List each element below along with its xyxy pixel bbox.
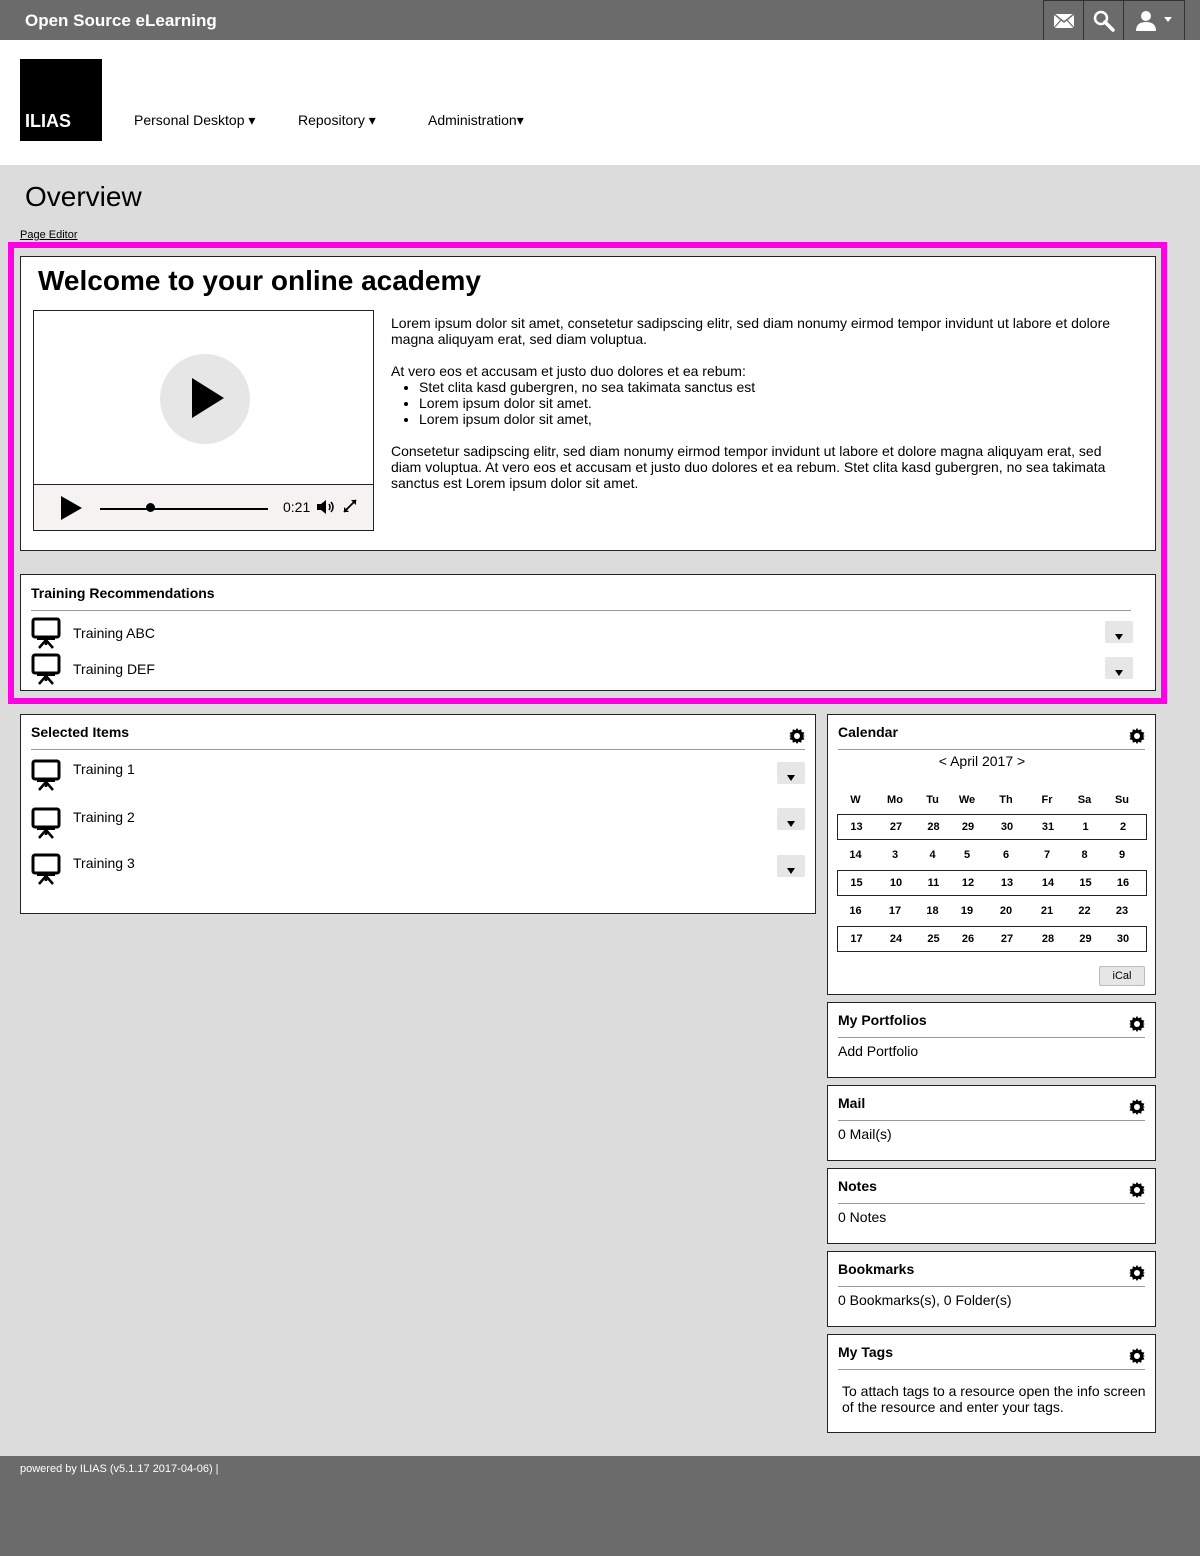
calendar-week-number: 14 bbox=[849, 849, 862, 861]
calendar-weekday: Su bbox=[1114, 794, 1130, 806]
item-actions-dropdown[interactable] bbox=[1105, 657, 1133, 679]
calendar-day[interactable]: 13 bbox=[1000, 877, 1014, 889]
calendar-week-row bbox=[837, 814, 1147, 840]
calendar-day[interactable]: 7 bbox=[1043, 849, 1051, 861]
calendar-day[interactable]: 12 bbox=[961, 877, 975, 889]
top-icon-group bbox=[1043, 0, 1185, 42]
video-progress-track[interactable] bbox=[100, 508, 268, 510]
mail-icon[interactable] bbox=[1044, 1, 1084, 41]
item-actions-dropdown[interactable] bbox=[777, 855, 805, 877]
calendar-day[interactable]: 24 bbox=[889, 933, 903, 945]
main-header bbox=[0, 40, 1200, 165]
calendar-month-nav[interactable]: < April 2017 > bbox=[938, 753, 1026, 769]
welcome-bullet-list bbox=[419, 379, 1131, 427]
calendar-week-row bbox=[837, 897, 1147, 925]
block-title: Mail bbox=[838, 1095, 866, 1111]
list-item: • Lorem ipsum dolor sit amet. bbox=[419, 395, 1131, 411]
tags-help-text: To attach tags to a resource open the info screen of the resource and enter your tags. bbox=[842, 1383, 1146, 1415]
selected-items-block bbox=[20, 714, 816, 914]
item-actions-dropdown[interactable] bbox=[777, 762, 805, 784]
calendar-weekday: Th bbox=[999, 794, 1013, 806]
block-title: My Portfolios bbox=[838, 1012, 927, 1028]
calendar-day[interactable]: 19 bbox=[960, 905, 974, 917]
calendar-day[interactable]: 27 bbox=[889, 821, 903, 833]
top-bar bbox=[0, 0, 1200, 40]
calendar-day[interactable]: 28 bbox=[927, 821, 940, 833]
item-actions-dropdown[interactable] bbox=[777, 808, 805, 830]
calendar-weekday: Mo bbox=[887, 794, 903, 806]
calendar-block bbox=[827, 714, 1156, 995]
calendar-day[interactable]: 8 bbox=[1081, 849, 1088, 861]
calendar-weekday: Sa bbox=[1077, 794, 1092, 806]
training-icon bbox=[31, 759, 61, 791]
divider bbox=[838, 1203, 1145, 1204]
list-item[interactable] bbox=[31, 853, 135, 885]
calendar-day[interactable]: 18 bbox=[926, 905, 939, 917]
video-progress-knob[interactable] bbox=[146, 503, 155, 512]
list-item[interactable] bbox=[31, 653, 155, 685]
caret-down-icon bbox=[787, 775, 795, 781]
divider bbox=[838, 1120, 1145, 1121]
calendar-day[interactable]: 30 bbox=[1000, 821, 1014, 833]
divider bbox=[838, 1037, 1145, 1038]
search-icon[interactable] bbox=[1084, 1, 1124, 41]
calendar-day[interactable]: 29 bbox=[1079, 933, 1092, 945]
calendar-day[interactable]: 2 bbox=[1119, 821, 1127, 833]
divider bbox=[31, 610, 1131, 611]
calendar-day[interactable]: 16 bbox=[1116, 877, 1130, 889]
play-icon[interactable] bbox=[58, 495, 84, 521]
block-title: My Tags bbox=[838, 1344, 893, 1360]
calendar-day[interactable]: 27 bbox=[1000, 933, 1014, 945]
calendar-week-row bbox=[837, 926, 1147, 952]
caret-down-icon bbox=[787, 868, 795, 874]
caret-down-icon bbox=[1115, 634, 1123, 640]
calendar-day[interactable]: 10 bbox=[889, 877, 903, 889]
calendar-day[interactable]: 30 bbox=[1116, 933, 1130, 945]
video-controls bbox=[34, 484, 373, 530]
calendar-day[interactable]: 4 bbox=[929, 849, 936, 861]
calendar-weekday: W bbox=[850, 794, 861, 806]
logo-text: ILIAS bbox=[25, 111, 72, 131]
calendar-day[interactable]: 26 bbox=[961, 933, 975, 945]
calendar-day[interactable]: 11 bbox=[927, 877, 940, 889]
footer-text: powered by ILIAS (v5.1.17 2017-04-06) | bbox=[20, 1463, 219, 1475]
gear-icon[interactable] bbox=[1129, 1099, 1145, 1115]
calendar-day[interactable]: 29 bbox=[961, 821, 975, 833]
notes-count: 0 Notes bbox=[838, 1209, 887, 1225]
list-item[interactable] bbox=[31, 807, 135, 839]
notes-block bbox=[827, 1168, 1156, 1244]
nav-administration[interactable]: Administration▾ bbox=[428, 112, 524, 128]
welcome-title: Welcome to your online academy bbox=[38, 265, 481, 296]
bookmarks-block bbox=[827, 1251, 1156, 1327]
calendar-day[interactable]: 22 bbox=[1078, 905, 1091, 917]
welcome-paragraph-1: Lorem ipsum dolor sit amet, consetetur sadipscing elitr, sed diam nonumy eirmod tempor invidunt ut labore et dolore magna aliquyam erat, sed diam voluptua. bbox=[391, 315, 1111, 347]
caret-down-icon bbox=[787, 821, 795, 827]
welcome-paragraph-2: At vero eos et accusam et justo duo dolores et ea rebum: bbox=[391, 363, 746, 379]
training-icon bbox=[31, 653, 61, 685]
calendar-day[interactable]: 14 bbox=[1041, 877, 1055, 889]
list-item: • Stet clita kasd gubergren, no sea takimata sanctus est bbox=[419, 379, 1131, 395]
calendar-day[interactable]: 1 bbox=[1082, 821, 1089, 833]
divider bbox=[838, 1369, 1145, 1370]
calendar-day[interactable]: 23 bbox=[1115, 905, 1129, 917]
item-label[interactable]: Training ABC bbox=[73, 625, 155, 641]
calendar-weekday: Tu bbox=[926, 794, 939, 806]
page-editor-link[interactable]: Page Editor bbox=[20, 229, 78, 241]
calendar-weekday: We bbox=[958, 794, 976, 806]
calendar-day[interactable]: 3 bbox=[891, 849, 899, 861]
calendar-day[interactable]: 21 bbox=[1040, 905, 1054, 917]
calendar-day[interactable]: 5 bbox=[963, 849, 971, 861]
divider bbox=[31, 749, 805, 750]
calendar-day[interactable]: 17 bbox=[888, 905, 902, 917]
fullscreen-icon[interactable] bbox=[342, 498, 358, 514]
gear-icon[interactable] bbox=[1129, 1182, 1145, 1198]
gear-icon[interactable] bbox=[1129, 1265, 1145, 1281]
list-item[interactable] bbox=[31, 759, 135, 791]
nav-personal-desktop[interactable]: Personal Desktop ▾ bbox=[134, 112, 256, 128]
tags-block bbox=[827, 1334, 1156, 1433]
add-portfolio-link[interactable]: Add Portfolio bbox=[838, 1043, 919, 1059]
page-title: Overview bbox=[25, 181, 142, 212]
block-title: Notes bbox=[838, 1178, 877, 1194]
block-title: Bookmarks bbox=[838, 1261, 915, 1277]
video-player[interactable] bbox=[33, 310, 374, 531]
volume-icon[interactable] bbox=[316, 499, 336, 515]
welcome-panel bbox=[20, 256, 1156, 551]
portfolios-block bbox=[827, 1002, 1156, 1078]
item-label[interactable]: Training 1 bbox=[73, 761, 135, 777]
training-icon bbox=[31, 853, 61, 885]
divider bbox=[838, 749, 1145, 750]
calendar-week-row bbox=[837, 841, 1147, 869]
training-icon bbox=[31, 807, 61, 839]
big-play-button[interactable] bbox=[160, 354, 250, 444]
list-item: • Lorem ipsum dolor sit amet, bbox=[419, 411, 1131, 427]
gear-icon[interactable] bbox=[789, 728, 805, 744]
item-actions-dropdown[interactable] bbox=[1105, 621, 1133, 643]
block-title: Selected Items bbox=[31, 724, 130, 740]
gear-icon[interactable] bbox=[1129, 1348, 1145, 1364]
item-label[interactable]: Training DEF bbox=[73, 661, 155, 677]
item-label[interactable]: Training 2 bbox=[73, 809, 135, 825]
bookmarks-count: 0 Bookmarks(s), 0 Folder(s) bbox=[838, 1292, 1012, 1308]
divider bbox=[838, 1286, 1145, 1287]
welcome-paragraph-3: Consetetur sadipscing elitr, sed diam nonumy eirmod tempor invidunt ut labore et dolore magna aliquyam erat, sed diam voluptua. At vero eos et accusam et justo duo dolores et ea rebum. Stet clita kasd gubergren, no sea takimata sanctus est Lorem ipsum dolor sit amet. bbox=[391, 443, 1106, 491]
training-icon bbox=[31, 617, 61, 649]
calendar-weekday: Fr bbox=[1041, 794, 1053, 806]
item-label[interactable]: Training 3 bbox=[73, 855, 135, 871]
ilias-logo[interactable] bbox=[20, 59, 102, 141]
training-recommendations-block bbox=[20, 574, 1156, 691]
user-icon[interactable] bbox=[1124, 1, 1184, 41]
welcome-text bbox=[391, 315, 1131, 507]
calendar-week-number: 13 bbox=[850, 821, 863, 833]
calendar-day[interactable]: 20 bbox=[999, 905, 1013, 917]
calendar-week-number: 15 bbox=[850, 877, 863, 889]
calendar-week-row bbox=[837, 870, 1147, 896]
calendar-week-number: 16 bbox=[849, 905, 862, 917]
calendar-day[interactable]: 6 bbox=[1002, 849, 1010, 861]
list-item[interactable] bbox=[31, 617, 155, 649]
calendar-day[interactable]: 15 bbox=[1079, 877, 1092, 889]
block-title: Training Recommendations bbox=[31, 585, 215, 601]
mail-block bbox=[827, 1085, 1156, 1161]
block-title: Calendar bbox=[838, 724, 898, 740]
calendar-day[interactable]: 28 bbox=[1041, 933, 1055, 945]
calendar-grid bbox=[837, 787, 1147, 953]
gear-icon[interactable] bbox=[1129, 728, 1145, 744]
video-time: 0:21 bbox=[283, 499, 311, 515]
caret-down-icon bbox=[1115, 670, 1123, 676]
page-footer bbox=[0, 1456, 1200, 1556]
calendar-week-number: 17 bbox=[850, 933, 863, 945]
gear-icon[interactable] bbox=[1129, 1016, 1145, 1032]
ical-button[interactable]: iCal bbox=[1099, 966, 1145, 986]
nav-repository[interactable]: Repository ▾ bbox=[298, 112, 376, 128]
calendar-day[interactable]: 25 bbox=[927, 933, 940, 945]
site-title: Open Source eLearning bbox=[25, 11, 217, 30]
calendar-day[interactable]: 9 bbox=[1118, 849, 1126, 861]
calendar-day[interactable]: 31 bbox=[1041, 821, 1055, 833]
mail-count: 0 Mail(s) bbox=[838, 1126, 892, 1142]
calendar-weekday-header bbox=[837, 787, 1147, 813]
